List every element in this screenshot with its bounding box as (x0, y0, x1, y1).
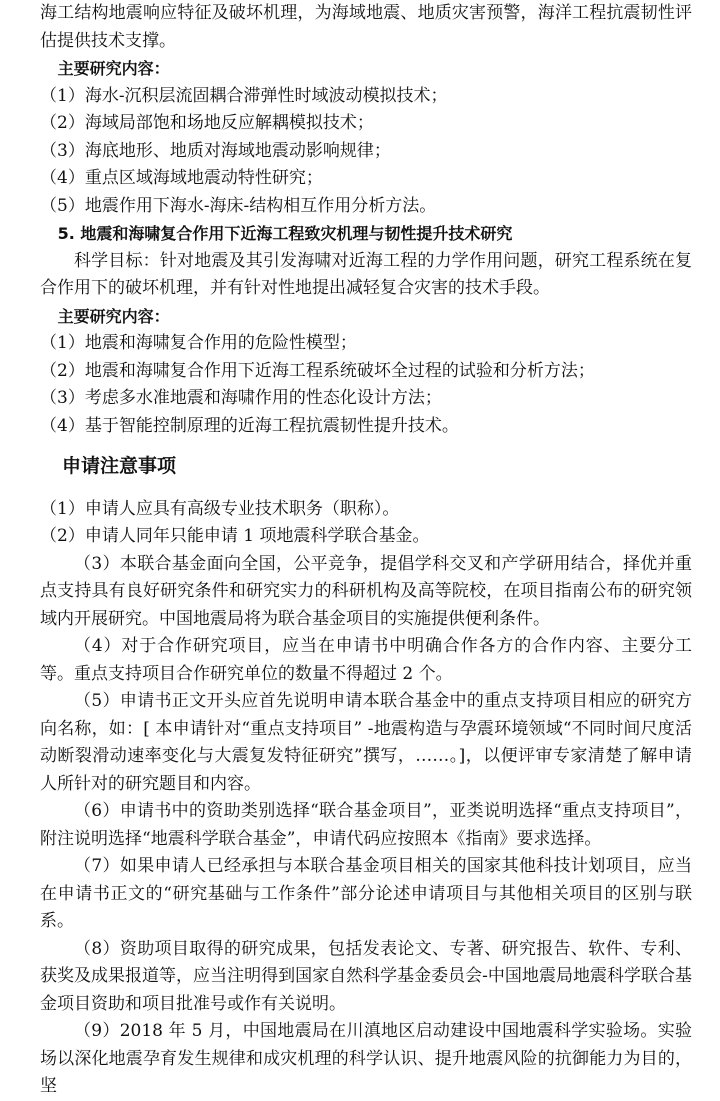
research-item: （4）基于智能控制原理的近海工程抗震韧性提升技术。 (40, 415, 459, 436)
research-item: （3）考虑多水准地震和海啸作用的性态化设计方法； (40, 388, 442, 408)
notice-item: （9）2018 年 5 月，中国地震局在川滇地区启动建设中国地震科学实验场。实验场以深化地震孕育发生规律和成灾机理的科学认识、提升地震风险的抗御能力为目的，坚 (40, 1021, 692, 1096)
research-item: （1）海水-沉积层流固耦合滞弹性时域波动模拟技术； (40, 85, 448, 106)
notice-item: （6）申请书中的资助类别选择“联合基金项目”，亚类说明选择“重点支持项目”，附注说明选择“地震科学联合基金”，申请代码应按照本《指南》要求选择。 (40, 801, 692, 849)
notice-item: （5）申请书正文开头应首先说明申请本联合基金中的重点支持项目相应的研究方向名称，如：[ 本申请针对“重点支持项目” -地震构造与孕震环境领域“不同时间尺度活动断裂滑动速率变化与大震复发特征研究”撰写，……。]，以便评审专家清楚了解申请人所针对的研究题目和内容。 (40, 691, 692, 794)
research-item: （2）地震和海啸复合作用下近海工程系统破坏全过程的试验和分析方法； (40, 360, 595, 381)
research-item: （3）海底地形、地质对海域地震动影响规律； (40, 140, 391, 161)
notice-item: （3）本联合基金面向全国，公平竞争，提倡学科交叉和产学研用结合，择优并重点支持具有良好研究条件和研究实力的科研机构及高等院校，在项目指南公布的研究领域内开展研究。中国地震局将为联合基金项目的实施提供便利条件。 (40, 553, 692, 629)
notice-item: （4）对于合作研究项目，应当在申请书中明确合作各方的合作内容、主要分工等。重点支持项目合作研究单位的数量不得超过 2 个。 (40, 636, 692, 684)
research-item: （5）地震作用下海水-海床-结构相互作用分析方法。 (40, 195, 437, 216)
research-item: （4）重点区域海域地震动特性研究； (40, 168, 323, 188)
notice-item: （8）资助项目取得的研究成果，包括发表论文、专著、研究报告、软件、专利、获奖及成果报道等，应当注明得到国家自然科学基金委员会-中国地震局地震科学联合基金项目资助和项目批准号或作有关说明。 (40, 938, 692, 1014)
research-item: （2）海域局部饱和场地反应解耦模拟技术； (40, 113, 374, 133)
topic-5-title: 5. 地震和海啸复合作用下近海工程致灾机理与韧性提升技术研究 (57, 224, 513, 243)
notice-item: （1）申请人应具有高级专业技术职务（职称）。 (40, 498, 400, 519)
research-contents-heading: 主要研究内容： (57, 59, 170, 78)
document-body (40, 0, 692, 1101)
section-title-notice: 申请注意事项 (62, 455, 177, 477)
notice-item: （7）如果申请人已经承担与本联合基金项目相关的国家其他科技计划项目，应当在申请书正文的“研究基础与工作条件”部分论述申请项目与其他相关项目的区别与联系。 (40, 856, 692, 931)
topic-5-goal: 科学目标：针对地震及其引发海啸对近海工程的力学作用问题，研究工程系统在复合作用下的破坏机理，并有针对性地提出减轻复合灾害的技术手段。 (40, 250, 692, 298)
intro-paragraph: 海工结构地震响应特征及破坏机理，为海域地震、地质灾害预警，海洋工程抗震韧性评估提供技术支撑。 (40, 3, 692, 51)
notice-item: （2）申请人同年只能申请 1 项地震科学联合基金。 (40, 526, 430, 546)
research-item: （1）地震和海啸复合作用的危险性模型； (40, 333, 357, 353)
research-contents-heading: 主要研究内容： (57, 306, 170, 326)
